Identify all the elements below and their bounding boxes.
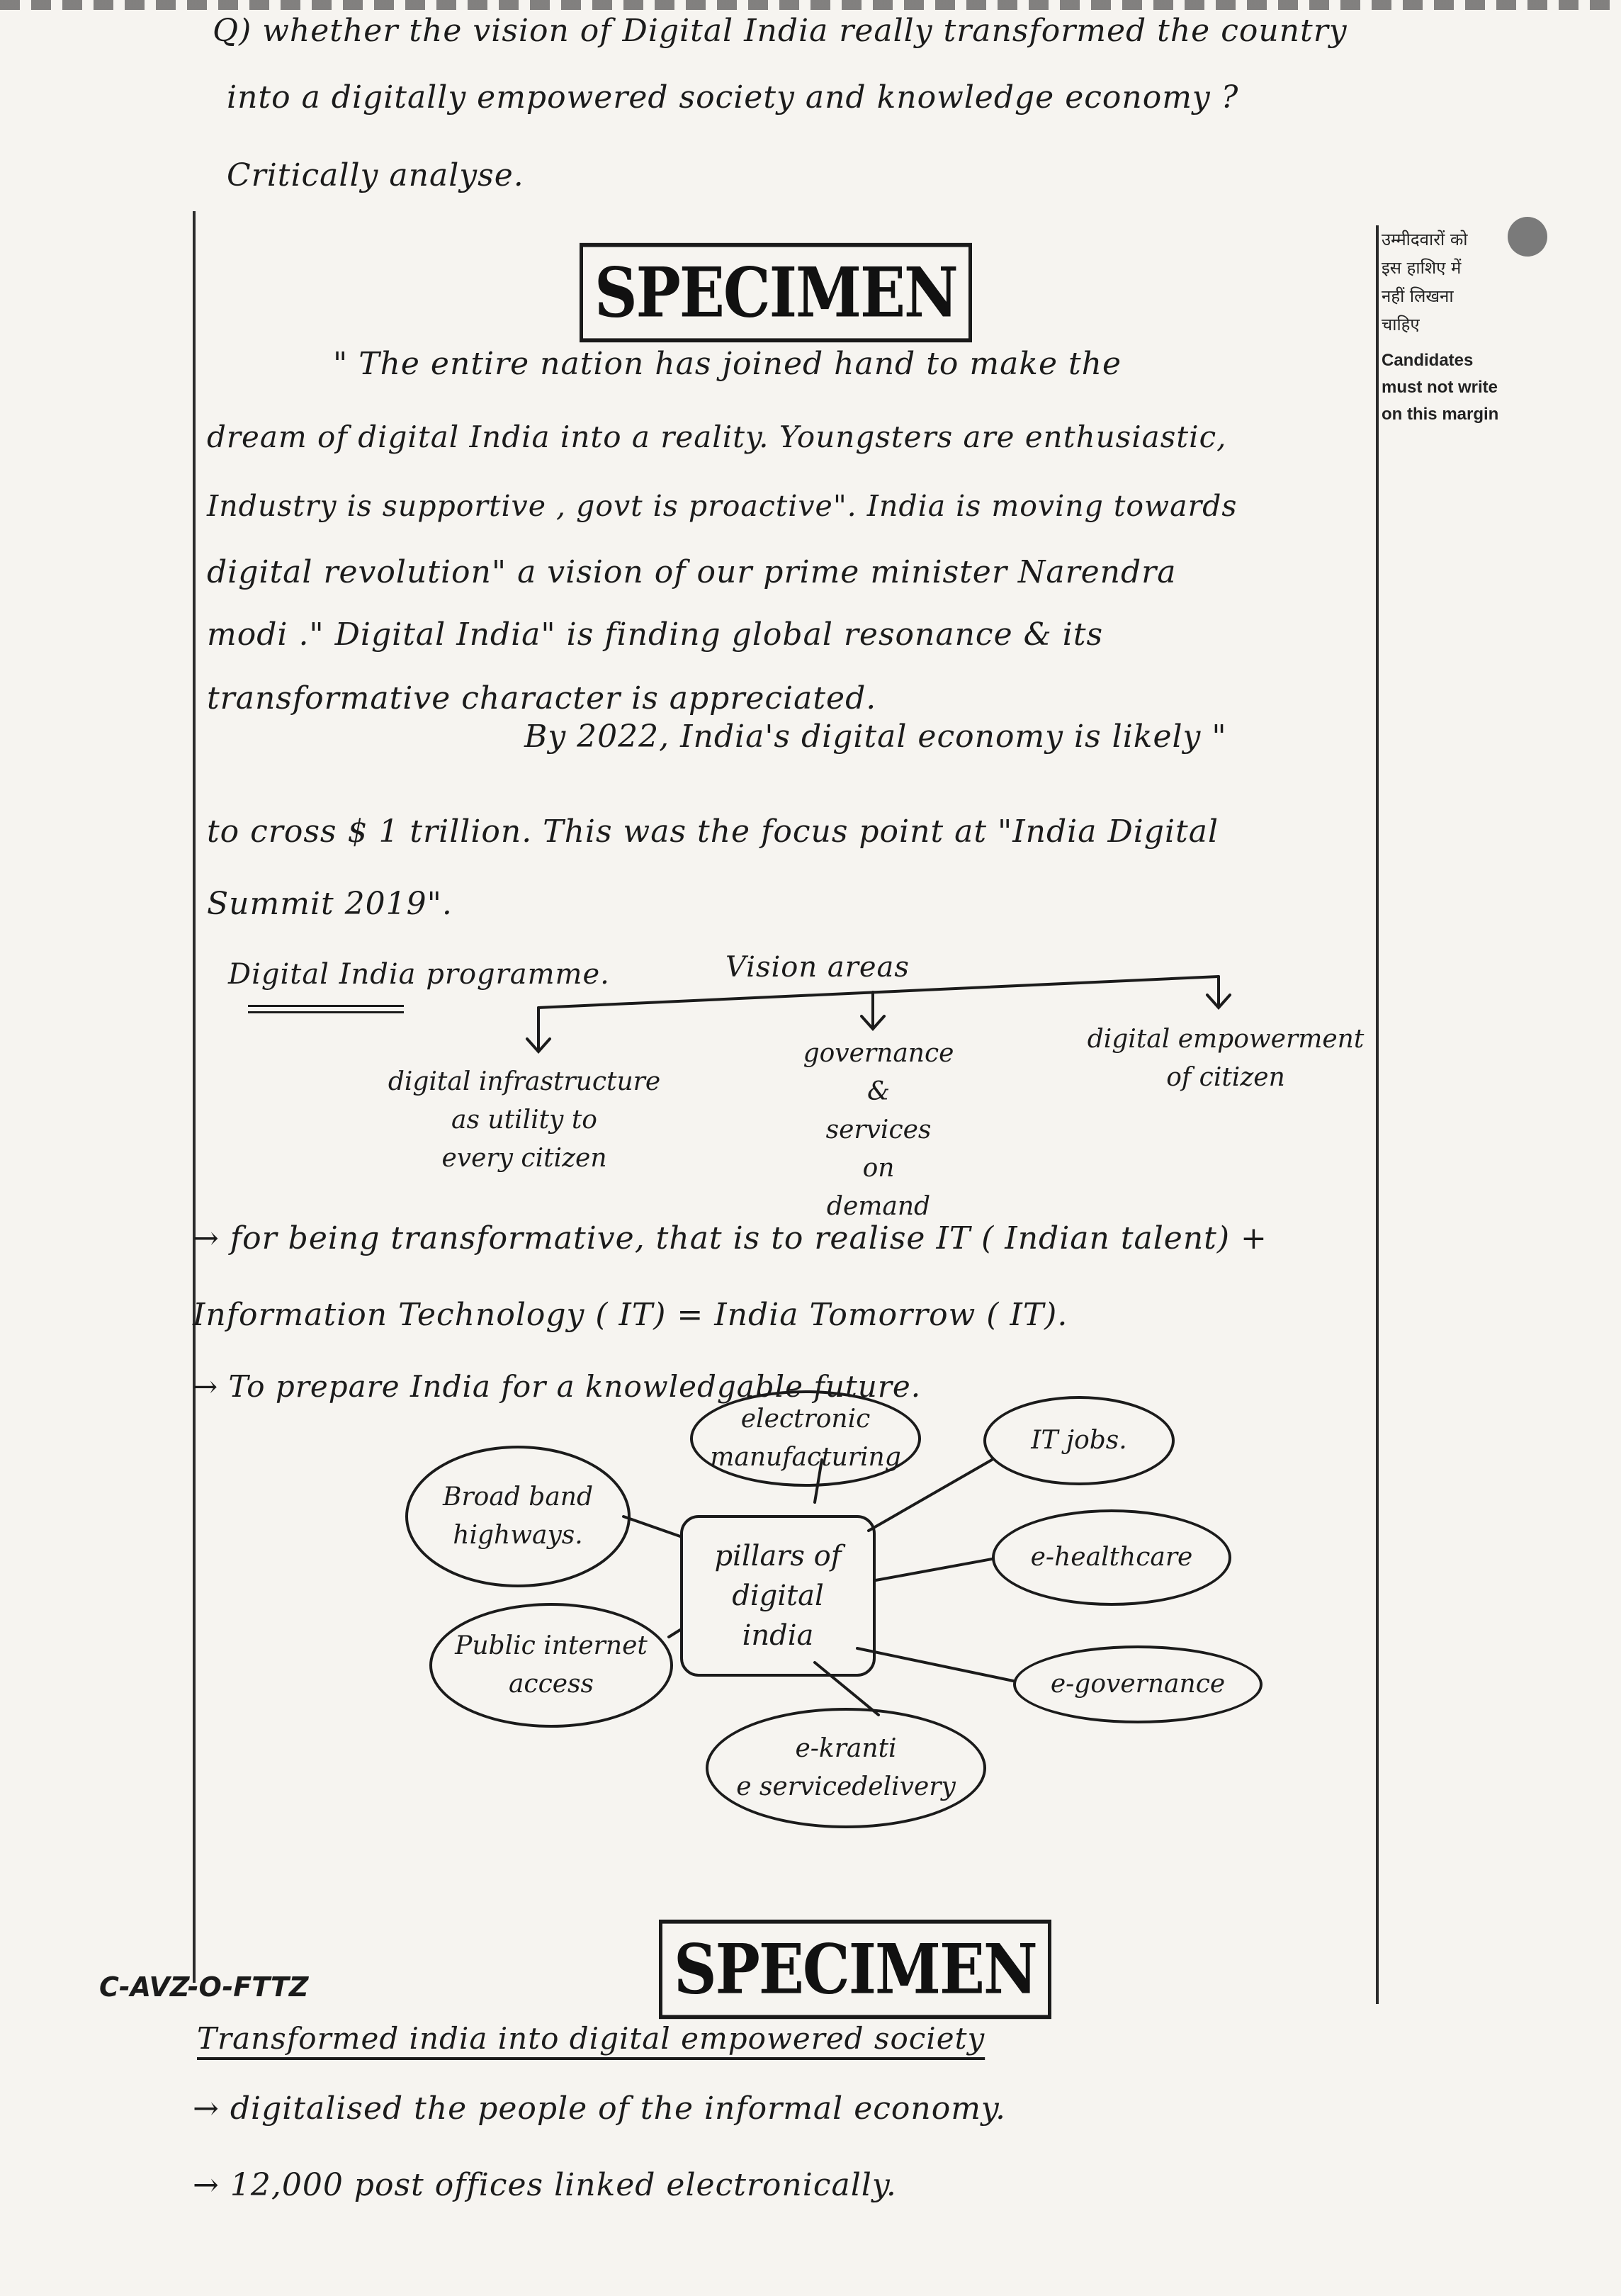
para2-line-2: to cross $ 1 trillion. This was the focus point at "India Digital	[207, 814, 1219, 850]
question-line-3: Critically analyse.	[227, 157, 524, 193]
vision-areas-label: Vision areas	[725, 951, 910, 984]
para2-line-1: By 2022, India's digital economy is likely "	[524, 719, 1227, 755]
margin-hindi-2: इस हाशिए में	[1382, 258, 1462, 278]
pillars-center-line-2: digital	[732, 1580, 824, 1612]
margin-english-1: Candidates	[1382, 351, 1474, 370]
para1-line-5: modi ." Digital India" is finding global resonance & its	[207, 617, 1104, 653]
transform-line-1: → for being transformative, that is to realise IT ( Indian talent) +	[193, 1220, 1267, 1256]
pillar-public-internet-line-1: Public internet	[455, 1631, 648, 1660]
vision-area-2-line-3: services	[825, 1115, 932, 1144]
para1-line-6: transformative character is appreciated.	[207, 680, 877, 716]
margin-hindi-4: चाहिए	[1382, 315, 1420, 334]
pillar-it-jobs	[983, 1396, 1175, 1485]
vision-area-2-line-1: governance	[803, 1039, 954, 1068]
specimen-stamp-top: SPECIMEN	[580, 243, 972, 342]
vision-area-1-line-2: as utility to	[451, 1105, 597, 1135]
vision-area-3-line-1: digital empowerment	[1087, 1025, 1365, 1054]
vision-area-2-line-5: demand	[826, 1192, 931, 1221]
paper-code: C-AVZ-O-FTTZ	[99, 1971, 309, 2003]
bottom-point-1: → digitalised the people of the informal economy.	[193, 2090, 1006, 2127]
vision-area-1-line-1: digital infrastructure	[388, 1067, 661, 1096]
para1-line-4: digital revolution" a vision of our prime minister Narendra	[207, 554, 1177, 590]
pillar-public-internet	[429, 1603, 673, 1728]
pillar-broadband	[405, 1446, 631, 1587]
pillar-manufacturing-line-1: electronic	[740, 1405, 871, 1434]
pillar-e-kranti-line-1: e-kranti	[795, 1734, 897, 1763]
pillar-it-jobs-label: IT jobs.	[1031, 1426, 1127, 1455]
spoke-governance	[857, 1648, 1013, 1681]
pillar-e-kranti	[706, 1708, 986, 1828]
bottom-heading: Transformed india into digital empowered society	[197, 2021, 985, 2056]
pillar-public-internet-line-2: access	[508, 1670, 594, 1699]
vision-area-1-line-3: every citizen	[441, 1144, 607, 1173]
para1-line-1: " The entire nation has joined hand to make the	[333, 346, 1122, 382]
pillar-e-healthcare-label: e-healthcare	[1030, 1543, 1193, 1572]
vision-area-2-line-2: &	[866, 1077, 891, 1106]
margin-hindi-3: नहीं लिखना	[1382, 286, 1454, 306]
bottom-point-2: → 12,000 post offices linked electronically.	[193, 2167, 897, 2203]
pillar-e-governance	[1013, 1645, 1263, 1723]
transform-line-3: → To prepare India for a knowledgable future.	[193, 1369, 922, 1404]
margin-hindi-1: उम्मीदवारों को	[1382, 230, 1468, 249]
pillar-e-kranti-line-2: e servicedelivery	[736, 1772, 956, 1801]
question-line-2: into a digitally empowered society and knowledge economy ?	[227, 79, 1239, 116]
spoke-healthcare	[876, 1559, 992, 1580]
vision-area-3-line-2: of citizen	[1166, 1063, 1285, 1092]
tree-horizontal-line	[538, 977, 1219, 1008]
specimen-stamp-bottom: SPECIMEN	[659, 1920, 1051, 2019]
pillars-center-line-1: pillars of	[714, 1540, 842, 1572]
pillar-broadband-line-1: Broad band	[442, 1482, 594, 1512]
question-line-1: Q) whether the vision of Digital India really transformed the country	[213, 13, 1348, 49]
para2-line-3: Summit 2019".	[207, 886, 453, 922]
para1-line-2: dream of digital India into a reality. Youngsters are enthusiastic,	[207, 420, 1227, 454]
pillar-electronic-manufacturing	[690, 1390, 921, 1487]
margin-english-2: must not write	[1382, 378, 1498, 397]
pillar-e-governance-label: e-governance	[1050, 1670, 1226, 1699]
pillar-manufacturing-line-2: manufacturing	[710, 1443, 901, 1472]
pillars-center	[680, 1515, 876, 1677]
pillars-center-line-3: india	[742, 1619, 814, 1652]
programme-label: Digital India programme.	[228, 958, 610, 991]
pillar-broadband-line-2: highways.	[453, 1521, 583, 1550]
spoke-broadband	[623, 1516, 680, 1536]
margin-english-3: on this margin	[1382, 405, 1499, 424]
spoke-public-internet	[669, 1630, 680, 1637]
vision-area-2-line-4: on	[862, 1154, 895, 1183]
transform-line-2: Information Technology ( IT) = India Tomorrow ( IT).	[193, 1297, 1068, 1333]
para1-line-3: Industry is supportive , govt is proactive". India is moving towards	[207, 489, 1238, 523]
pillar-e-healthcare	[992, 1509, 1231, 1606]
